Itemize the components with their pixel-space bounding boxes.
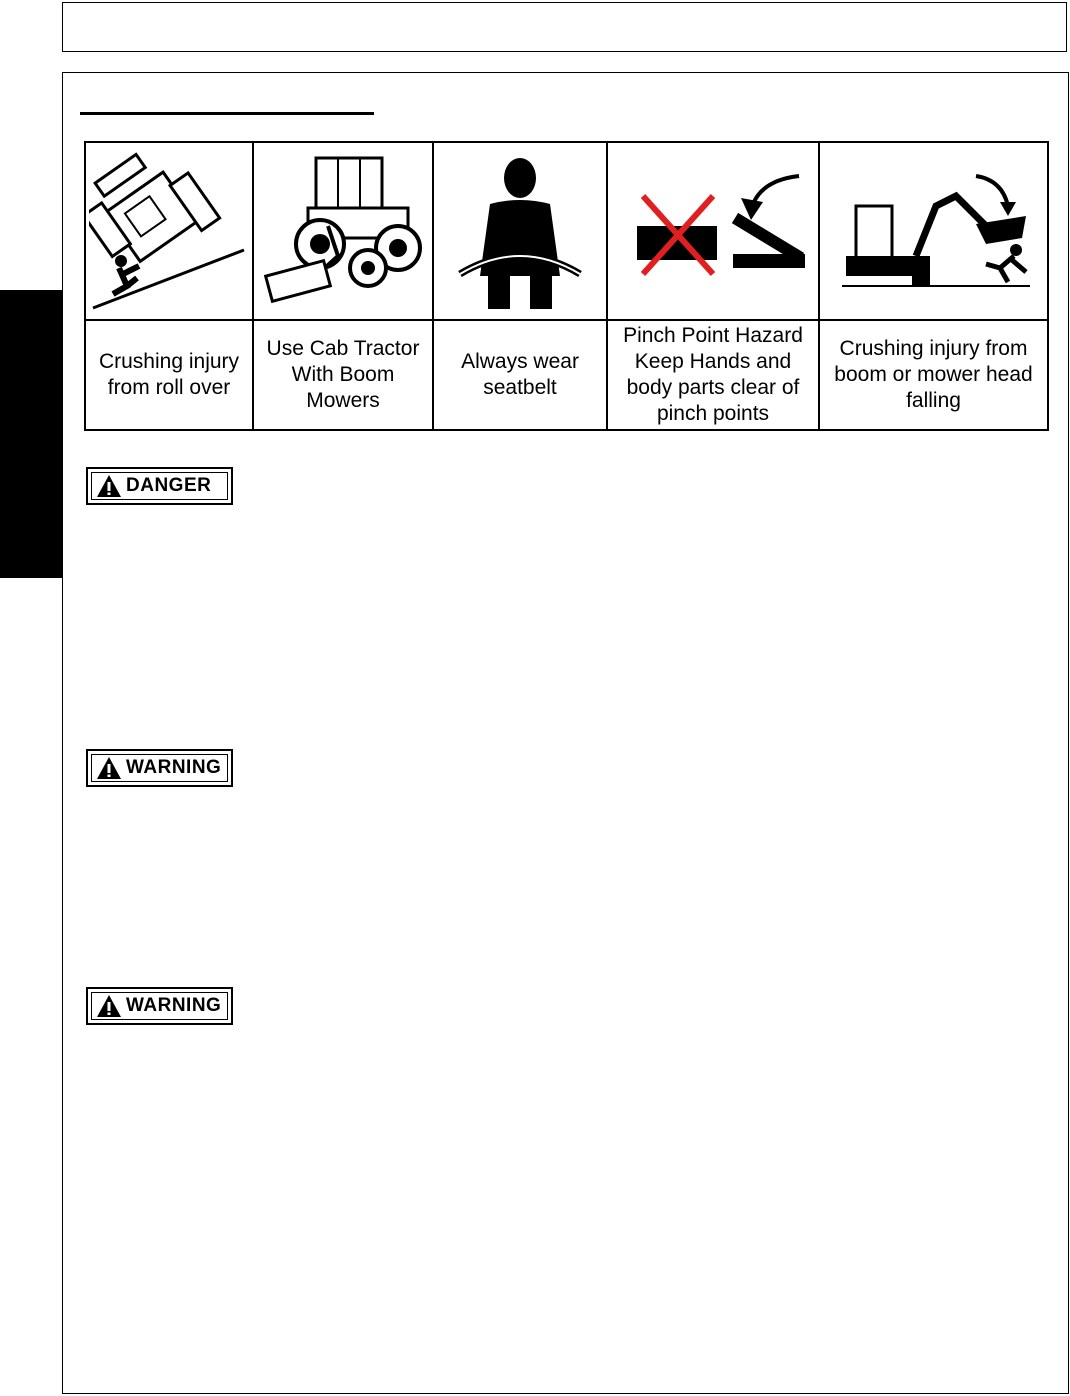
rollover-caption-cell	[85, 320, 253, 430]
section-tab	[0, 290, 62, 578]
warning-alert-icon	[96, 994, 122, 1018]
cab-tractor-boom-mower-icon	[258, 146, 428, 316]
falling-boom-icon	[826, 146, 1041, 316]
rollover-caption: Crushing injury from roll over	[98, 350, 240, 399]
section-title-underline	[80, 112, 374, 115]
cab-tractor-cell	[253, 142, 433, 320]
warning-word-1: WARNING	[126, 757, 222, 778]
pinch-point-icon	[613, 146, 813, 316]
falling-boom-cell	[819, 142, 1048, 320]
danger-word: DANGER	[126, 475, 212, 496]
danger-signal-label	[86, 467, 233, 505]
seatbelt-cell	[433, 142, 607, 320]
warning-alert-icon	[96, 756, 122, 780]
warning-word-2: WARNING	[126, 995, 222, 1016]
seatbelt-caption-cell	[433, 320, 607, 430]
danger-alert-icon	[96, 474, 122, 498]
warning-signal-label-1	[86, 749, 233, 787]
page-header-box	[62, 2, 1067, 52]
cab-tractor-caption-cell	[253, 320, 433, 430]
rollover-tractor-icon	[89, 146, 249, 316]
pinch-point-caption-cell	[607, 320, 819, 430]
pinch-point-cell	[607, 142, 819, 320]
warning-signal-label-2	[86, 987, 233, 1025]
seatbelt-icon	[440, 146, 600, 316]
cab-tractor-caption: Use Cab Tractor With Boom Mowers	[266, 337, 420, 412]
rollover-cell	[85, 142, 253, 320]
pinch-point-caption: Pinch Point Hazard Keep Hands and body parts clear of pinch points	[623, 324, 803, 425]
falling-boom-caption-cell	[819, 320, 1048, 430]
hazard-pictogram-table	[84, 141, 1049, 431]
seatbelt-caption: Always wear seatbelt	[461, 350, 579, 399]
falling-boom-caption: Crushing injury from boom or mower head falling	[834, 337, 1033, 412]
